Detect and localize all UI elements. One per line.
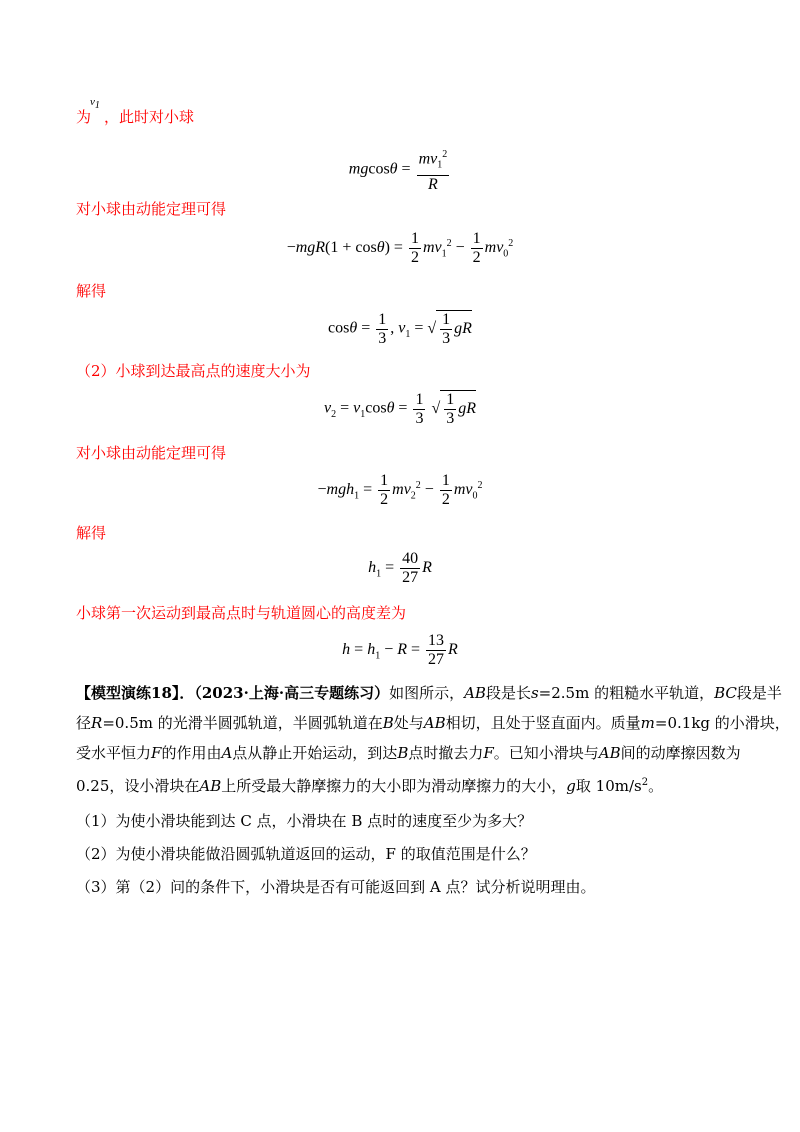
problem-text: 径: [76, 714, 92, 732]
answer-line-7: 小球第一次运动到最高点时与轨道圆心的高度差为: [76, 604, 407, 622]
problem-line-3: [76, 742, 741, 764]
problem-text: 上所受最大静摩擦力的大小即为滑动摩擦力的大小，: [221, 777, 567, 795]
problem-line-2: [76, 712, 790, 734]
var-v: v: [90, 96, 95, 108]
problem-text: 取 10m/s: [575, 777, 642, 795]
v1-label: [90, 96, 100, 111]
var: B: [397, 744, 409, 762]
problem-text: 点时撤去力: [408, 744, 484, 762]
var: g: [566, 777, 576, 795]
var: AB: [464, 684, 486, 702]
problem-text: 相切，且处于竖直面内。质量: [445, 714, 641, 732]
answer-text: ，此时对小球: [104, 108, 195, 126]
superscript: 2: [641, 777, 649, 788]
problem-text: 0.25，设小滑块在: [76, 777, 200, 795]
var: A: [221, 744, 233, 762]
question-2: （2）为使小滑块能做沿圆弧轨道返回的运动，F 的取值范围是什么？: [76, 845, 536, 863]
sub-1: 1: [94, 100, 100, 112]
equation-5: −mgh$_1$ = $\frac{1}{2}$ $mv_2^2$ − $\frac{1}{2}$ $mv_0^2$: [317, 472, 483, 508]
problem-text: 如图所示，: [389, 684, 465, 702]
question-3: （3）第（2）问的条件下，小滑块是否有可能返回到 A 点？试分析说明理由。: [76, 878, 596, 896]
var: AB: [199, 777, 222, 795]
var: AB: [598, 744, 621, 762]
equation-6: $h_1$ = $\frac{40}{27}$ R: [368, 550, 432, 586]
answer-line-1: [76, 106, 91, 128]
answer-line-1-suffix: [104, 106, 194, 128]
var: F: [151, 744, 162, 762]
var: B: [382, 714, 394, 732]
var: AB: [423, 714, 446, 732]
var: BC: [714, 684, 737, 702]
problem-text: 。已知小滑块与: [493, 744, 599, 762]
problem-text: 间的动摩擦因数为: [620, 744, 741, 762]
problem-text: =0.5m 的光滑半圆弧轨道，半圆弧轨道在: [102, 714, 383, 732]
var: s: [530, 684, 539, 702]
problem-text: 段是半: [736, 684, 782, 702]
problem-label: 【模型演练18】．（2023·上海·高三专题练习）: [76, 684, 390, 702]
answer-line-2: 对小球由动能定理可得: [76, 200, 227, 218]
answer-line-5: 对小球由动能定理可得: [76, 444, 227, 462]
problem-text: 的作用由: [161, 744, 222, 762]
problem-text: 。: [648, 777, 664, 795]
problem-line-4: [76, 772, 663, 797]
problem-text: =0.1kg 的小滑块，: [654, 714, 790, 732]
problem-text: 处与: [393, 714, 424, 732]
var: R: [91, 714, 103, 732]
answer-line-6: 解得: [76, 524, 107, 542]
equation-4: $v_2 = v_1\cos\theta$ = $\frac{1}{3}$ √ $\frac{1}{3}$ gR: [323, 390, 477, 427]
equation-1: mgcosθ = $\frac{mv_1^2}{R}$: [0, 146, 800, 194]
answer-line-4: （2）小球到达最高点的速度大小为: [76, 362, 311, 380]
var: m: [640, 714, 655, 732]
answer-line-3: 解得: [76, 282, 107, 300]
problem-text: =2.5m 的粗糙水平轨道，: [538, 684, 715, 702]
problem-line-1: [76, 682, 782, 704]
problem-text: 受水平恒力: [76, 744, 152, 762]
problem-text: 点从静止开始运动，到达: [232, 744, 398, 762]
var: F: [483, 744, 494, 762]
answer-text: 为: [76, 108, 92, 126]
problem-text: 段是长: [485, 684, 531, 702]
equation-7: $h = h_1 - R$ = $\frac{13}{27}$ R: [342, 632, 458, 668]
equation-3: cosθ = $\frac{1}{3}$ , $v_1$ = √ $\frac{1}{3}$ gR: [328, 310, 472, 347]
equation-2: −mgR(1 + cosθ) = $\frac{1}{2}$ $mv_1^2$ − $\frac{1}{2}$ $mv_0^2$: [286, 230, 514, 266]
question-1: （1）为使小滑块能到达 C 点，小滑块在 B 点时的速度至少为多大？: [76, 812, 533, 830]
